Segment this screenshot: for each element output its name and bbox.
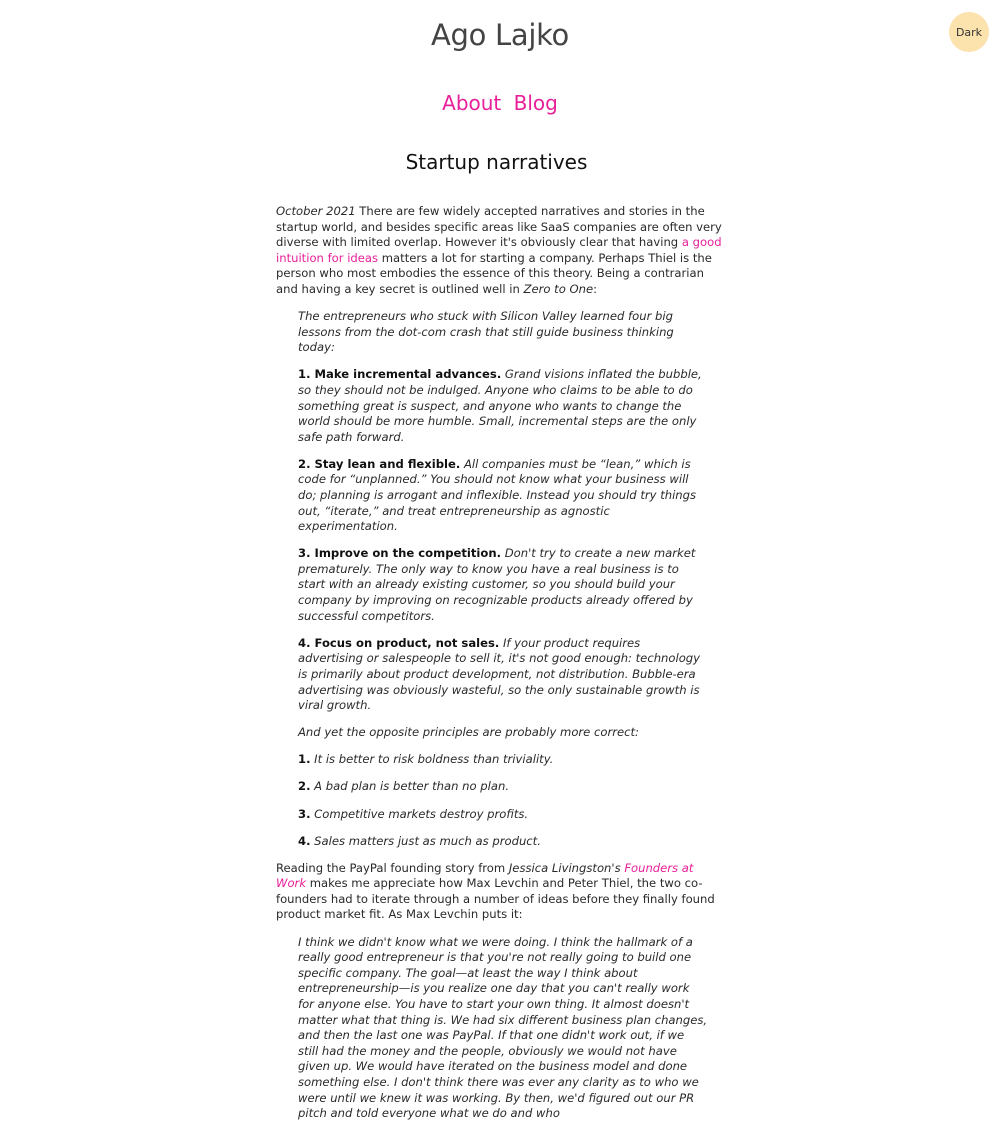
nav-about-link[interactable]: About — [442, 91, 502, 115]
opposite-number: 1. — [298, 752, 311, 767]
nav-blog-link[interactable]: Blog — [513, 91, 558, 115]
founders-at-work-title[interactable]: Founders at Work — [276, 860, 694, 891]
paypal-text-1: Reading the PayPal founding story from — [276, 860, 509, 875]
opposite-item — [298, 834, 708, 850]
opposite-number: 2. — [298, 779, 311, 794]
post-title: Startup narratives — [405, 150, 588, 174]
lesson-text: All companies must be “lean,” which is code for “unplanned.” You should not know what your business will do; planning is arrogant and inflexible. Instead you should try things out, “iterate,” and treat entrepreneurship as agnostic experimentation. — [298, 456, 697, 534]
site-title[interactable]: Ago Lajko — [431, 18, 569, 52]
post-date: October 2021 — [276, 204, 356, 218]
intro-paragraph — [276, 204, 726, 298]
opposite-number: 4. — [298, 833, 311, 848]
opposite-item — [298, 752, 708, 768]
book-title: Zero to One — [523, 281, 594, 296]
levchin-quote-text: I think we didn't know what we were doing. I think the hallmark of a really good entrepreneur is that you're not really going to build one specific company. The goal—at least the way I think about entrepreneurship—is you realize one day that you can't really work for anyone else. You have to start your own thing. It almost doesn't matter what that thing is. We had six different business plan changes, and then the last one was PayPal. If that one didn't work out, if we still had the money and the people, obviously we would not have given up. We would have iterated on the business model and done something else. I don't think there was ever any clarity as to who we were until we knew it was working. By then, we'd figured out our PR pitch and told everyone what we do and who — [298, 934, 708, 1121]
dark-mode-toggle[interactable]: Dark — [949, 12, 989, 52]
lesson-text: Grand visions inflated the bubble, so they should not be indulged. Anyone who claims to be able to do something great is suspect, and anyone who wants to change the world should be more humble. Small, incremental steps are the only safe path forward. — [298, 367, 702, 444]
paypal-text-2: makes me appreciate how Max Levchin and Peter Thiel, the two co-founders had to iterate through a number of ideas before they finally found product market fit. As Max Levchin puts it: — [276, 876, 715, 922]
main-nav — [0, 91, 1000, 115]
lesson-item — [298, 367, 708, 445]
opposite-intro: And yet the opposite principles are probably more correct: — [298, 725, 639, 740]
intuition-link[interactable]: a good intuition for ideas — [276, 235, 722, 265]
lesson-heading: 4. Focus on product, not sales. — [298, 635, 500, 650]
paypal-author: Jessica Livingston's — [508, 860, 621, 875]
opposite-text: Competitive markets destroy profits. — [310, 806, 529, 821]
intro-text-2: matters a lot for starting a company. Perhaps Thiel is the person who most embodies the essence of this theory. Being a contrarian and having a key secret is outlined well in — [276, 250, 712, 296]
lesson-item — [298, 636, 708, 714]
intro-text-1: There are few widely accepted narratives and stories in the startup world, and besides specific areas like SaaS companies are often very diverse with limited overlap. However it's obviously clear that having — [276, 204, 722, 250]
quote-intro: The entrepreneurs who stuck with Silicon Valley learned four big lessons from the dot-com crash that still guide business thinking today: — [298, 309, 674, 355]
opposite-text: It is better to risk boldness than triviality. — [310, 752, 554, 767]
thiel-quote — [298, 309, 708, 849]
post-body — [276, 204, 726, 1133]
lesson-item — [298, 546, 708, 624]
lesson-heading: 2. Stay lean and flexible. — [298, 456, 461, 471]
lesson-heading: 1. Make incremental advances. — [298, 367, 502, 382]
levchin-quote — [298, 935, 708, 1122]
lesson-heading: 3. Improve on the competition. — [298, 546, 502, 561]
lesson-text: If your product requires advertising or salespeople to sell it, it's not good enough: technology is primarily about product development, not distribution. Bubble-era advertising was obviously wasteful, so the only sustainable growth is viral growth. — [298, 635, 701, 713]
lesson-item — [298, 457, 708, 535]
opposite-item — [298, 779, 708, 795]
opposite-item — [298, 807, 708, 823]
opposite-text: Sales matters just as much as product. — [310, 833, 541, 848]
intro-text-3: : — [593, 281, 597, 296]
lesson-text: Don't try to create a new market prematurely. The only way to know you have a real business is to start with an already existing customer, so you should build your company by improving on recognizable products already offered by successful competitors. — [298, 546, 696, 623]
opposite-number: 3. — [298, 806, 311, 821]
opposite-text: A bad plan is better than no plan. — [310, 779, 510, 794]
paypal-paragraph — [276, 861, 726, 923]
